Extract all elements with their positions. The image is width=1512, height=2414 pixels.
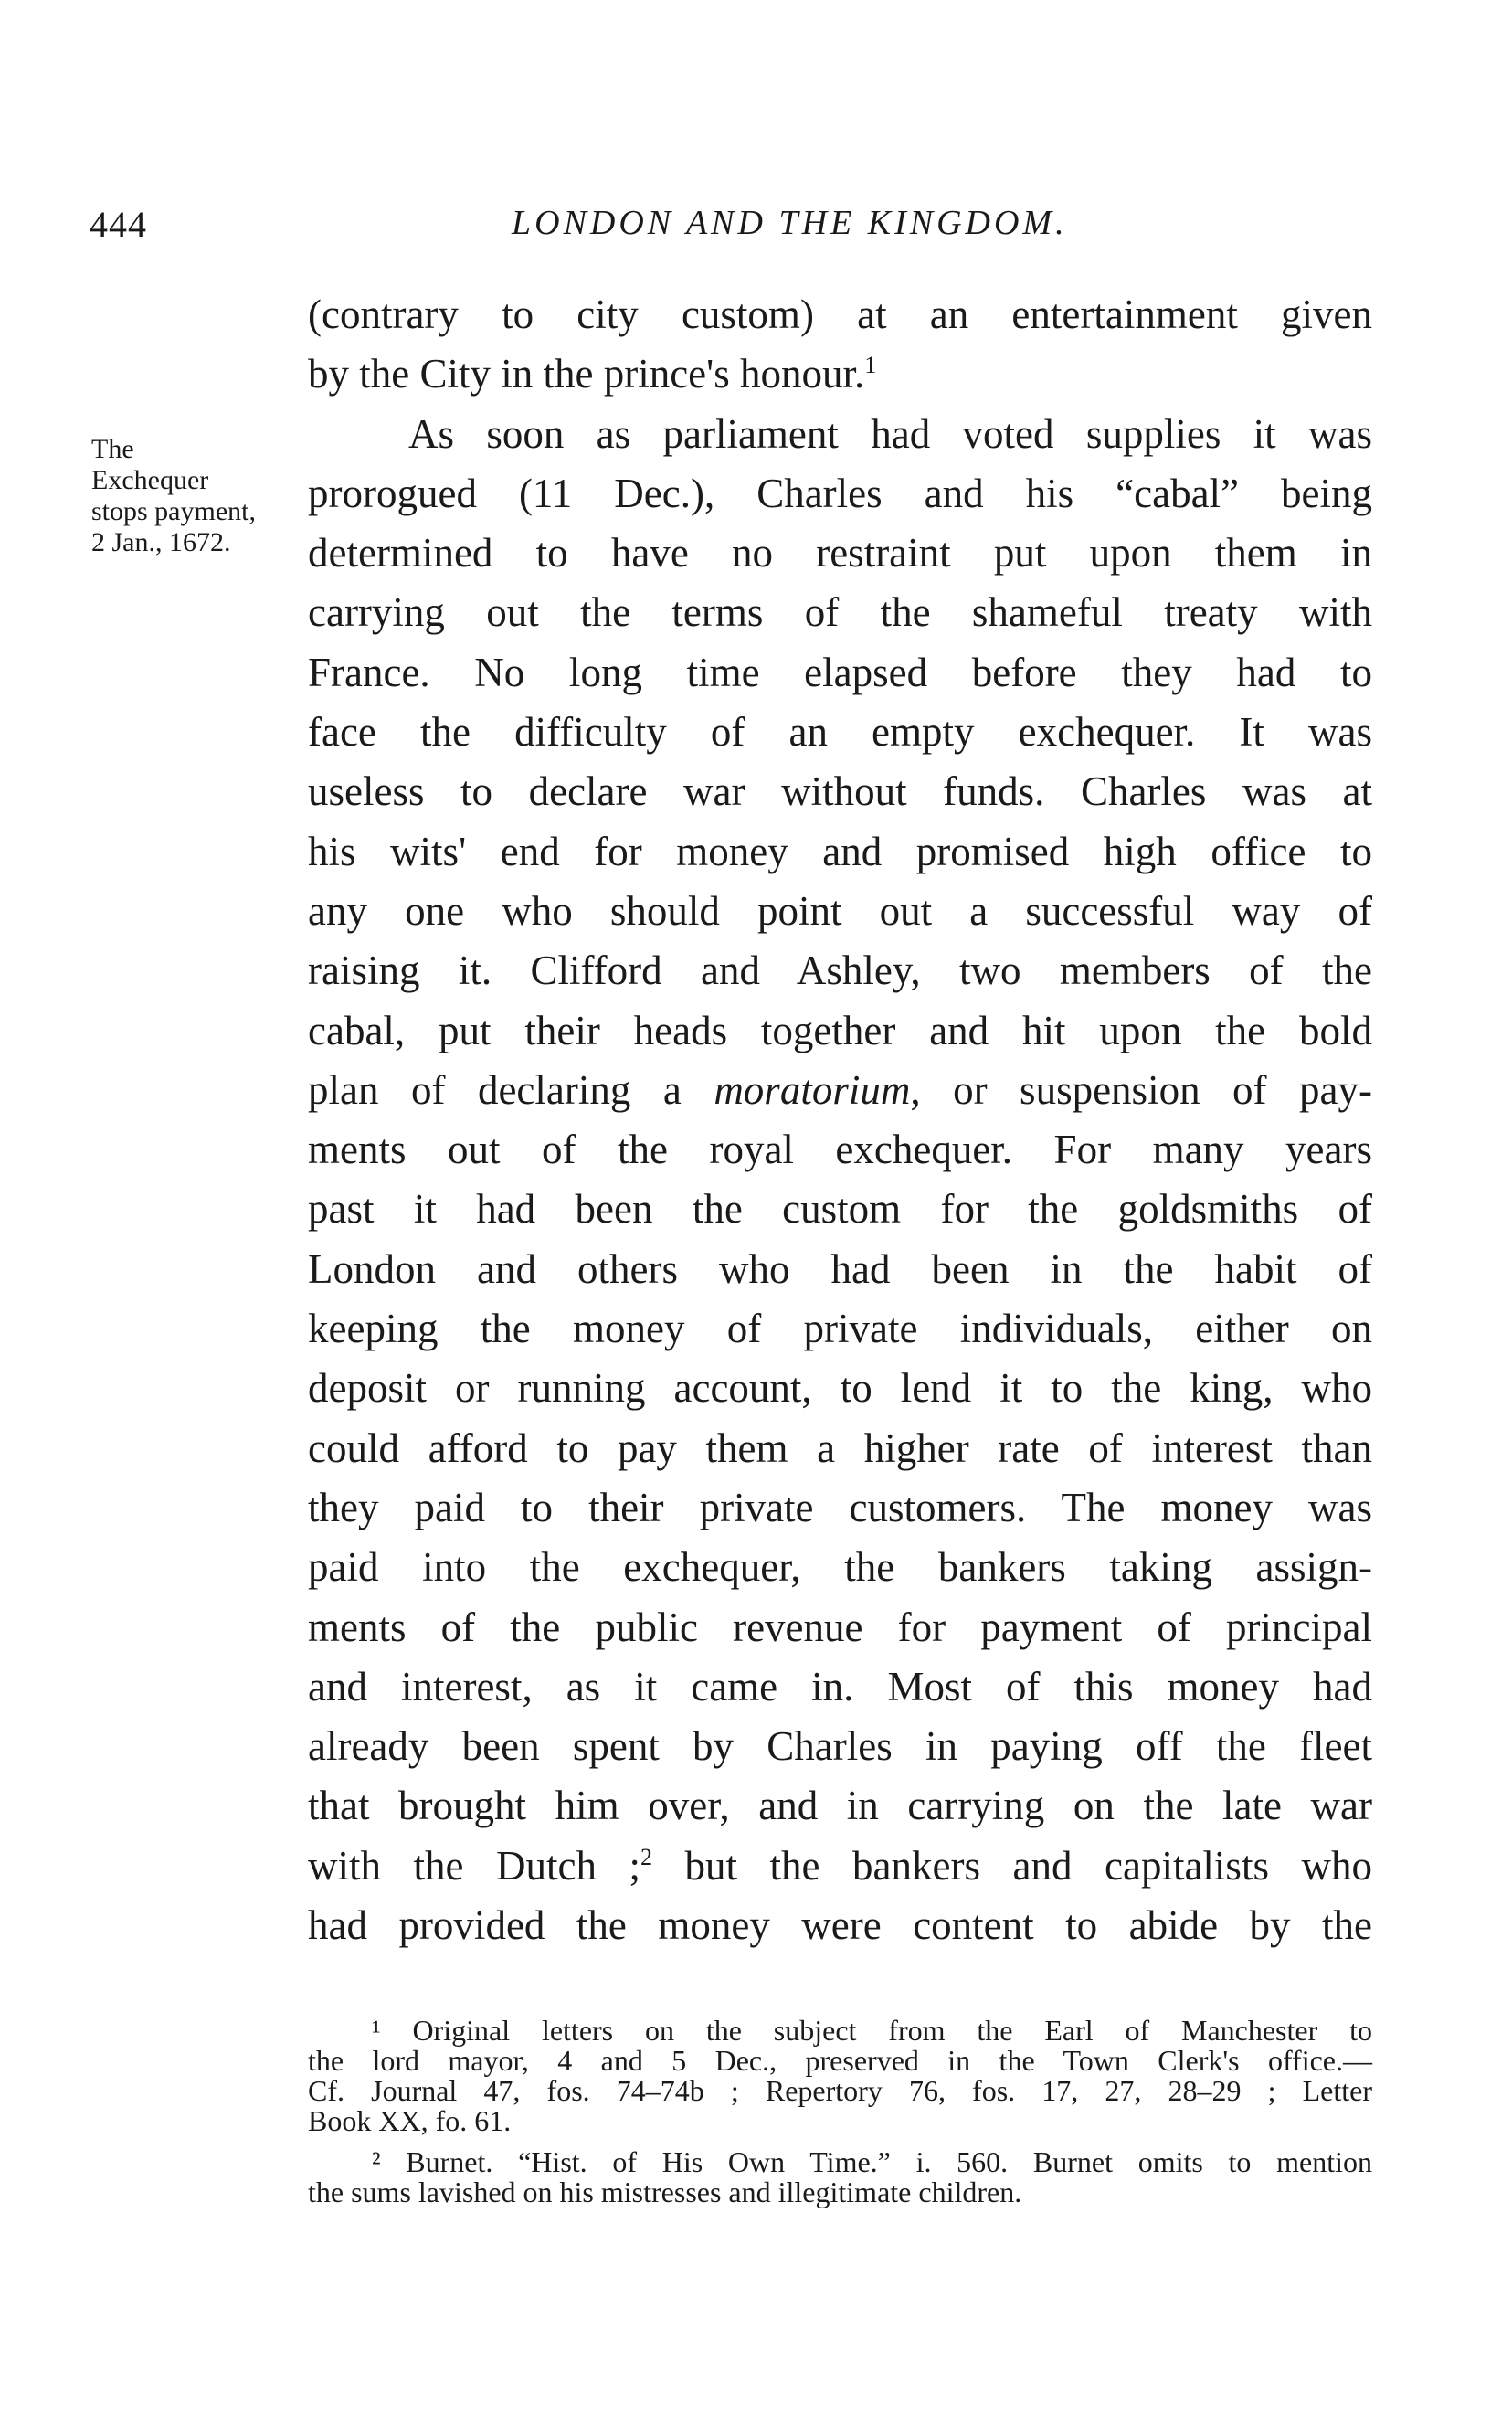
text-line: carrying out the terms of the shameful treaty with — [308, 589, 1372, 636]
text-line: ments out of the royal exchequer. For many years — [308, 1127, 1372, 1173]
text-line: France. No long time elapsed before they had to — [308, 649, 1372, 695]
footnote-1 — [308, 2016, 1372, 2136]
text-line: raising it. Clifford and Ashley, two members of the — [308, 948, 1372, 994]
footnote-ref: 1 — [864, 352, 877, 379]
footnotes — [308, 2016, 1372, 2218]
text-line: cabal, put their heads together and hit upon the bold — [308, 1007, 1372, 1053]
text-line: past it had been the custom for the goldsmiths of — [308, 1186, 1372, 1233]
text-line: As soon as parliament had voted supplies it was — [408, 410, 1372, 457]
page-number: 444 — [90, 204, 147, 245]
text-line: face the difficulty of an empty exchequer. It was — [308, 709, 1372, 756]
footnote-line: the lord mayor, 4 and 5 Dec., preserved in the Town Clerk's office.— — [308, 2044, 1372, 2077]
margin-note-line: stops payment, — [91, 496, 256, 526]
text-line — [308, 1061, 1372, 1120]
footnote-ref: 2 — [640, 1843, 653, 1870]
text-line — [308, 1837, 1372, 1896]
text-line: prorogued (11 Dec.), Charles and his “cabal” being — [308, 470, 1372, 516]
text-line: deposit or running account, to lend it to the king, who — [308, 1365, 1372, 1412]
text-line: could afford to pay them a higher rate of interest than — [308, 1424, 1372, 1471]
margin-note-line: 2 Jan., 1672. — [91, 527, 231, 557]
italic-term: moratorium — [714, 1066, 911, 1113]
margin-note-line: Exchequer — [91, 465, 209, 495]
text-line: his wits' end for money and promised high office to — [308, 828, 1372, 874]
text-line: that brought him over, and in carrying on the late war — [308, 1783, 1372, 1829]
text-line: paid into the exchequer, the bankers taking assign- — [308, 1544, 1372, 1591]
text-line: they paid to their private customers. The money was — [308, 1484, 1372, 1530]
text-line: already been spent by Charles in paying off the fleet — [308, 1723, 1372, 1770]
text-line: determined to have no restraint put upon them in — [308, 530, 1372, 577]
text-line: keeping the money of private individuals, either on — [308, 1306, 1372, 1352]
text-segment: plan of declaring a — [308, 1066, 714, 1113]
text-line: and interest, as it came in. Most of this money had — [308, 1663, 1372, 1710]
footnote-2 — [308, 2147, 1372, 2208]
text-segment: , or suspension of pay- — [910, 1066, 1372, 1113]
footnote-line: the sums lavished on his mistresses and illegitimate children. — [308, 2176, 1022, 2208]
text-segment: but the bankers and capitalists who — [652, 1842, 1372, 1889]
text-line-content: by the City in the prince's honour. — [308, 351, 865, 397]
footnote-line: ¹ Original letters on the subject from the Earl of Manchester to — [372, 2014, 1372, 2047]
body-text — [308, 285, 1372, 1955]
margin-note-line: The — [91, 434, 134, 464]
footnote-line: Book XX, fo. 61. — [308, 2104, 512, 2137]
text-line: any one who should point out a successful way of — [308, 887, 1372, 934]
text-line — [308, 344, 1372, 404]
text-line: London and others who had been in the habit of — [308, 1245, 1372, 1292]
text-line: had provided the money were content to abide by the — [308, 1902, 1372, 1949]
text-line: useless to declare war without funds. Charles was at — [308, 768, 1372, 815]
footnote-line: ² Burnet. “Hist. of His Own Time.” i. 560. Burnet omits to mention — [372, 2145, 1372, 2178]
text-line: (contrary to city custom) at an entertainment given — [308, 291, 1372, 337]
margin-note — [91, 434, 311, 558]
text-segment: with the Dutch ; — [308, 1842, 641, 1889]
running-head: LONDON AND THE KINGDOM. — [512, 204, 1068, 242]
footnote-line: Cf. Journal 47, fos. 74–74b ; Repertory 76, fos. 17, 27, 28–29 ; Letter — [308, 2074, 1372, 2107]
text-line: ments of the public revenue for payment of principal — [308, 1604, 1372, 1650]
